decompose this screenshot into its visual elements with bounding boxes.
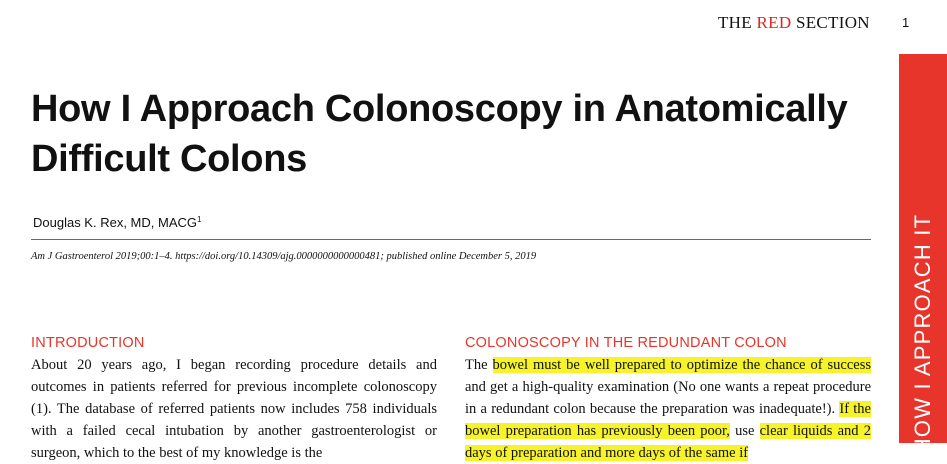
section-header-pre: THE [718, 13, 752, 32]
citation-line: Am J Gastroenterol 2019;00:1–4. https://doi.org/10.14309/ajg.0000000000000481; published online December 5, 2019 [31, 251, 537, 262]
introduction-paragraph: About 20 years ago, I began recording procedure details and outcomes in patients referred for previous incomplete colonoscopy (1). The database of referred patients now includes 758 individuals with a failed cecal intubation by another gastroenterologist or surgeon, which to the best of my knowledge is the [31, 357, 437, 461]
side-tab-label: HOW I APPROACH IT [910, 213, 935, 455]
section-heading-introduction: INTRODUCTION [31, 335, 145, 351]
author-name: Douglas K. Rex, MD, MACG [33, 215, 197, 230]
highlighted-text: clear liquids and 2 days of preparation and more days of the same if [465, 423, 871, 461]
paragraph-text: and get a high-quality examination (No one wants a repeat procedure in a redundant colon because the preparation was inadequate!). [465, 379, 871, 417]
paragraph-text: The [465, 357, 493, 373]
author-line [33, 215, 201, 230]
section-header [718, 13, 870, 33]
left-column [31, 335, 437, 464]
affiliation-mark: 1 [197, 215, 202, 224]
highlighted-text: bowel must be well prepared to optimize the chance of success [492, 357, 871, 373]
section-heading-redundant-colon: COLONOSCOPY IN THE REDUNDANT COLON [465, 335, 787, 351]
redundant-colon-paragraph [465, 354, 871, 464]
header-rule [31, 239, 871, 240]
side-tab [899, 54, 947, 455]
highlighted-text: If the bowel preparation has previously been poor, [465, 401, 871, 439]
page-number: 1 [902, 15, 910, 30]
right-column [465, 335, 871, 464]
section-header-red: RED [756, 13, 792, 32]
paragraph-text: use [729, 423, 760, 439]
section-header-post: SECTION [795, 13, 870, 32]
article-title: How I Approach Colonoscopy in Anatomically Difficult Colons [31, 88, 848, 180]
